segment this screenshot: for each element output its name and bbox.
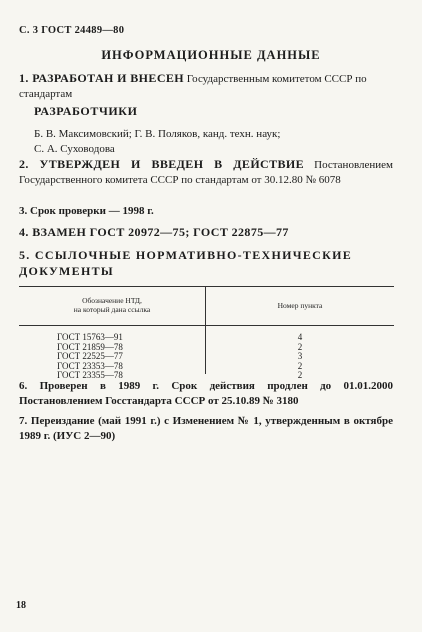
item-reference-docs-text: 5. ССЫЛОЧНЫЕ НОРМАТИВНО-ТЕХНИЧЕСКИЕ ДОКУМЕНТЫ — [19, 248, 353, 278]
table-header-rule — [19, 325, 394, 326]
item-approved-text: Постановлением Государственного комитета СССР по стандартам от 30.12.80 № 6078 — [19, 159, 393, 186]
table-column-documents — [57, 333, 123, 381]
item-checked-text: 6. Проверен в 1989 г. Срок действия продлен до 01.01.2000 Постановлением Госстандарта СССР от 25.10.89 № 3180 — [19, 380, 393, 407]
item-approved — [19, 157, 393, 188]
section-title: ИНФОРМАЦИОННЫЕ ДАННЫЕ — [101, 48, 321, 62]
table-cell-document: ГОСТ 22525—77 — [57, 351, 123, 361]
item-developed-by-lead: 1. РАЗРАБОТАН И ВНЕСЕН — [19, 71, 185, 85]
item-reference-docs — [19, 248, 389, 280]
developers-heading: РАЗРАБОТЧИКИ — [34, 104, 138, 118]
item-reissue — [19, 414, 393, 444]
table-header-point: Номер пункта — [277, 301, 323, 310]
table-cell-document: ГОСТ 23355—78 — [57, 370, 123, 380]
page-number: 18 — [16, 600, 26, 611]
table-cell-point: 2 — [297, 360, 303, 371]
table-column-points — [206, 333, 394, 381]
item-replaces-text: 4. ВЗАМЕН ГОСТ 20972—75; ГОСТ 22875—77 — [19, 225, 289, 239]
table-cell-document: ГОСТ 23353—78 — [57, 360, 123, 371]
table-header-document-line1: Обозначение НТД, — [82, 296, 142, 305]
table-cell-point: 4 — [297, 332, 303, 342]
table-cell-document: ГОСТ 21859—78 — [57, 341, 123, 352]
reference-table — [19, 286, 394, 380]
table-cell-document: ГОСТ 15763—91 — [57, 332, 123, 342]
page-header: С. 3 ГОСТ 24489—80 — [19, 25, 125, 36]
item-developed-by-text: Государственным комитетом СССР по стандартам — [19, 73, 367, 100]
table-header-document — [19, 296, 205, 314]
table-cell-point: 3 — [297, 351, 303, 361]
item-review-date-text: 3. Срок проверки — 1998 г. — [19, 205, 154, 217]
item-replaces — [19, 225, 393, 241]
table-cell-point: 2 — [297, 370, 303, 380]
table-cell-point: 2 — [297, 341, 303, 352]
developers-names-line2: С. А. Суховодова — [34, 143, 115, 155]
developers-names-line1: Б. В. Максимовский; Г. В. Поляков, канд. техн. наук; — [34, 128, 281, 140]
item-reissue-text: 7. Переиздание (май 1991 г.) с Изменением № 1, утвержденным в октябре 1989 г. (ИУС 2—90) — [19, 415, 393, 442]
item-review-date — [19, 204, 393, 219]
item-checked — [19, 379, 393, 409]
table-header-document-line2: на который дана ссылка — [73, 305, 151, 314]
item-developed-by — [19, 71, 393, 102]
table-top-rule — [19, 286, 394, 287]
item-approved-lead: 2. УТВЕРЖДЕН И ВВЕДЕН В ДЕЙСТВИЕ — [19, 157, 305, 171]
